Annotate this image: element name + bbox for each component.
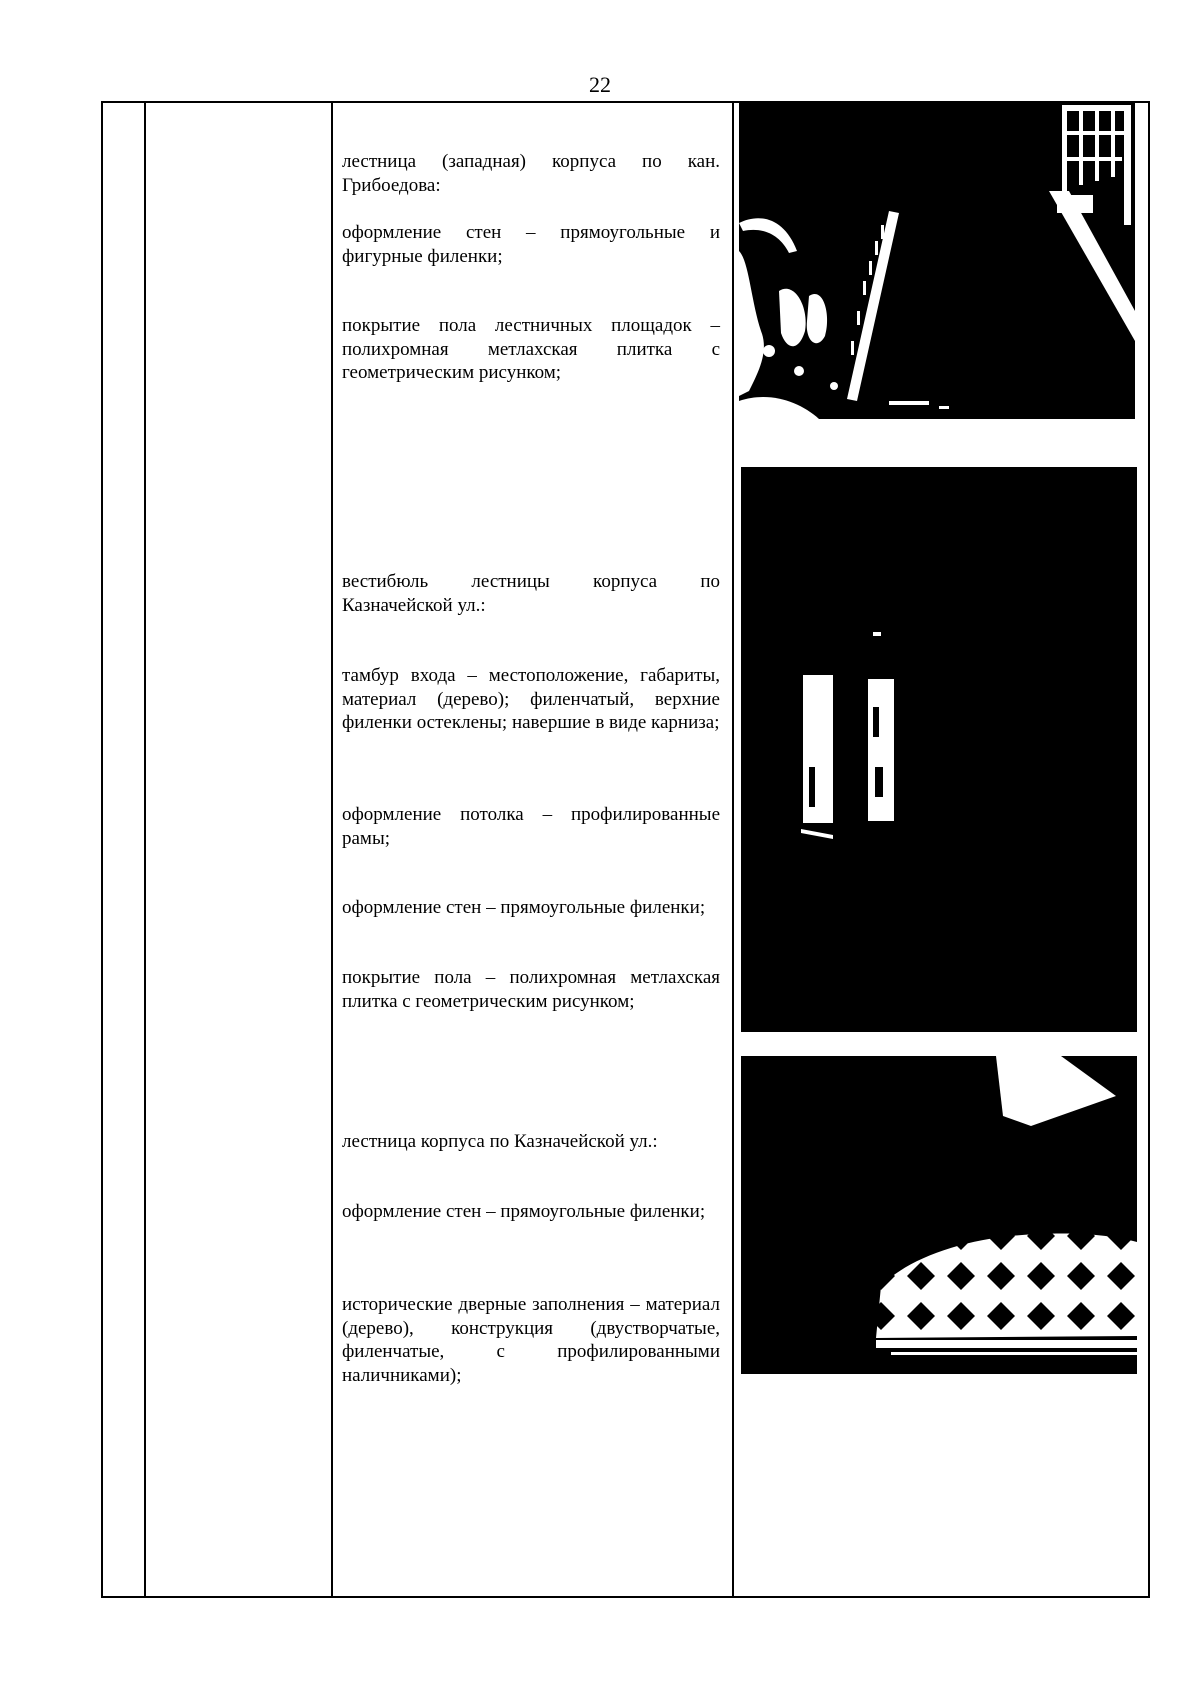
photo-stair-west — [739, 101, 1135, 419]
stair-kaz-title: лестница корпуса по Казначейской ул.: — [342, 1131, 658, 1152]
stair-west-floor: покрытие пола лестничных площадок – полихромная метлахская плитка с геометрическим рисунком; — [342, 315, 720, 383]
stair-kaz-walls: оформление стен – прямоугольные филенки; — [342, 1201, 706, 1222]
photo-vestibule — [741, 467, 1137, 1032]
stair-kaz-doors: исторические дверные заполнения – материал (дерево), конструкция (двустворчатые, филенчатые, с профилированными наличниками); — [342, 1294, 720, 1386]
column-divider-2 — [331, 103, 333, 1596]
column-divider-3 — [732, 103, 734, 1596]
page-number: 22 — [589, 72, 611, 97]
vestibule-floor: покрытие пола – полихромная метлахская плитка с геометрическим рисунком; — [342, 967, 720, 1012]
stair-west-walls: оформление стен – прямоугольные и фигурные филенки; — [342, 222, 720, 267]
vestibule-walls: оформление стен – прямоугольные филенки; — [342, 897, 706, 918]
stair-west-title: лестница (западная) корпуса по кан. Грибоедова: — [342, 151, 720, 196]
photo-stair-kaz — [741, 1056, 1137, 1374]
column-divider-1 — [144, 103, 146, 1596]
vestibule-title: вестибюль лестницы корпуса по Казначейской ул.: — [342, 571, 720, 616]
vestibule-ceiling: оформление потолка – профилированные рамы; — [342, 804, 720, 849]
vestibule-tambour: тамбур входа – местоположение, габариты, материал (дерево); филенчатый, верхние филенки остеклены; навершие в виде карниза; — [342, 665, 720, 733]
